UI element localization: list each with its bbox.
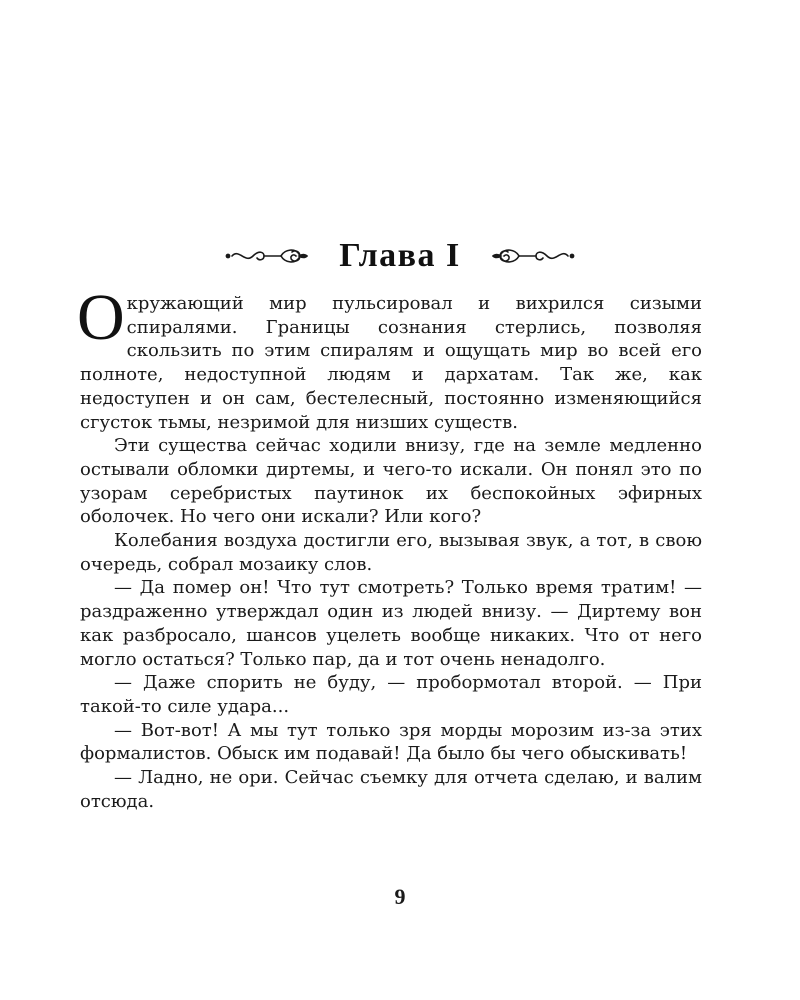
paragraph-1 [77, 281, 702, 434]
left-swirl-ornament-icon [223, 243, 309, 269]
paragraph-6: — Вот-вот! А мы тут только зря морды морозим из-за этих формалистов. Обыск им подавай! Да было бы чего обыскивать! [80, 719, 702, 765]
paragraph-3: Колебания воздуха достигли его, вызывая звук, а тот, в свою очередь, собрал мозаику слов. [80, 530, 702, 575]
page-number: 9 [394, 884, 406, 909]
drop-cap: О [77, 281, 125, 354]
chapter-title: Глава I [339, 237, 461, 274]
paragraph-1-text: кружающий мир пульсировал и вихрился сизыми спиралями. Границы сознания стерлись, позволяя скользить по этим спиралям и ощущать мир во всей его полноте, недоступной людям и дархатам. Так же, как недоступен и он сам, бестелесный, постоянно изменяющийся сгусток тьмы, незримой для низших существ. [80, 293, 702, 433]
paragraph-2: Эти существа сейчас ходили внизу, где на земле медленно остывали обломки диртемы, и чего-то искали. Он понял это по узорам серебристых паутинок их беспокойных эфирных оболочек. Но чего они искали? Или кого? [80, 435, 702, 528]
right-swirl-ornament-icon [491, 243, 577, 269]
paragraph-4: — Да помер он! Что тут смотреть? Только время тратим! — раздраженно утверждал один из людей внизу. — Диртему вон как разбросало, шансов уцелеть вообще никаких. Что от него могло остаться? Только пар, да и тот очень ненадолго. [80, 577, 702, 670]
chapter-text [77, 281, 702, 813]
chapter-heading [0, 232, 800, 280]
paragraph-5: — Даже спорить не буду, — пробормотал второй. — При такой-то силе удара... [80, 672, 702, 717]
paragraph-7: — Ладно, не ори. Сейчас съемку для отчета сделаю, и валим отсюда. [80, 767, 702, 812]
